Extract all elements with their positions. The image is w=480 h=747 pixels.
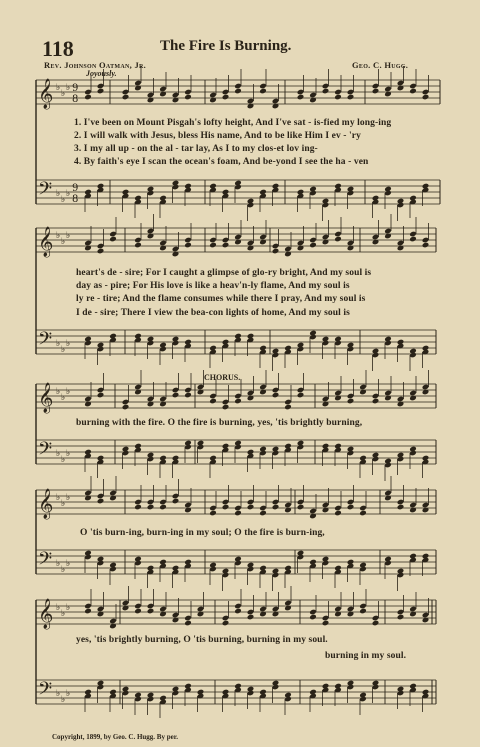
verse-line-2: ly re - tire; And the flame consumes while there I pray, And my soul is: [76, 294, 366, 304]
note-head: [422, 242, 430, 249]
flat-sign-icon: ♭: [66, 493, 71, 503]
flat-sign-icon: ♭: [56, 559, 61, 569]
note-head: [272, 392, 280, 399]
flat-sign-icon: ♭: [66, 689, 71, 699]
flat-sign-icon: ♭: [61, 89, 66, 99]
bass-clef-icon: 𝄢: [38, 439, 53, 464]
flat-sign-icon: ♭: [56, 339, 61, 349]
note-head: [147, 608, 155, 615]
note-head: [347, 504, 355, 511]
line-3-lyric: burning with the fire. O the fire is burning, yes, 'tis brightly burning,: [76, 418, 363, 428]
verse-line-1: 3. I my all up - on the al - tar lay, As I to my clos-et lov ing-: [74, 144, 318, 154]
note-head: [297, 94, 305, 101]
note-head: [97, 248, 105, 255]
chorus-label: CHORUS.: [204, 373, 241, 382]
note-head: [334, 94, 342, 101]
note-head: [122, 404, 130, 411]
note-head: [97, 392, 105, 399]
flat-sign-icon: ♭: [56, 689, 61, 699]
hymn-title: The Fire Is Burning.: [160, 38, 292, 54]
verse-line-2: heart's de - sire; For I caught a glimpse of glo-ry bright, And my soul is: [76, 268, 372, 278]
note-head: [84, 608, 92, 615]
note-head: [347, 398, 355, 405]
note-head: [209, 510, 217, 517]
verse-line-1: 4. By faith's eye I scan the ocean's foam, And be-yond I see the ha - ven: [74, 157, 369, 167]
verse-line-2: I de - sire; There I view the bea-con lights of home, And my soul is: [76, 308, 350, 318]
flat-sign-icon: ♭: [61, 695, 66, 705]
flat-sign-icon: ♭: [66, 83, 71, 93]
note-head: [272, 504, 280, 511]
verse-line-2: day as - pire; For His love is like a heav'n-ly flame, And my soul is: [76, 281, 350, 291]
time-signature: 8: [72, 94, 79, 105]
flat-sign-icon: ♭: [61, 565, 66, 575]
note-head: [97, 88, 105, 95]
note-head: [222, 94, 230, 101]
flat-sign-icon: ♭: [66, 449, 71, 459]
bass-clef-icon: 𝄢: [38, 679, 53, 704]
note-head: [134, 608, 142, 615]
verse-line-1: 1. I've been on Mount Pisgah's lofty height, And I've sat - is-fied my long-ing: [74, 118, 392, 128]
note-head: [122, 94, 130, 101]
flat-sign-icon: ♭: [61, 455, 66, 465]
note-head: [134, 504, 142, 511]
line-4-lyric: O 'tis burn-ing, burn-ing in my soul; O the fire is burn-ing,: [80, 528, 325, 538]
note-head: [147, 504, 155, 511]
note-head: [172, 392, 180, 399]
note-head: [372, 620, 380, 627]
note-head: [222, 504, 230, 511]
note-head: [409, 236, 417, 243]
time-signature: 9: [72, 183, 79, 194]
time-signature: 9: [72, 83, 79, 94]
note-head: [159, 504, 167, 511]
note-head: [209, 398, 217, 405]
note-head: [409, 88, 417, 95]
note-head: [209, 242, 217, 249]
note-head: [184, 94, 192, 101]
note-head: [272, 248, 280, 255]
note-head: [309, 614, 317, 621]
flat-sign-icon: ♭: [56, 603, 61, 613]
note-head: [109, 236, 117, 243]
flat-sign-icon: ♭: [56, 449, 61, 459]
note-head: [397, 614, 405, 621]
flat-sign-icon: ♭: [66, 559, 71, 569]
note-head: [422, 94, 430, 101]
time-signature: 8: [72, 194, 79, 205]
note-head: [184, 620, 192, 627]
flat-sign-icon: ♭: [66, 231, 71, 241]
bass-clef-icon: 𝄢: [38, 329, 53, 354]
flat-sign-icon: ♭: [61, 393, 66, 403]
note-head: [134, 242, 142, 249]
note-head: [372, 398, 380, 405]
note-head: [184, 242, 192, 249]
line-5-echo-lyric: burning in my soul.: [325, 651, 407, 661]
note-head: [172, 498, 180, 505]
note-head: [234, 88, 242, 95]
note-head: [259, 510, 267, 517]
note-head: [359, 510, 367, 517]
note-head: [322, 620, 330, 627]
note-head: [397, 504, 405, 511]
treble-clef-icon: 𝄞: [38, 599, 54, 629]
note-head: [259, 88, 267, 95]
treble-clef-icon: 𝄞: [38, 489, 54, 519]
copyright-notice: Copyright, 1899, by Geo. C. Hugg. By per.: [52, 733, 178, 741]
note-head: [222, 620, 230, 627]
treble-clef-icon: 𝄞: [38, 383, 54, 413]
note-head: [359, 608, 367, 615]
line-5-lyric: yes, 'tis brightly burning, O 'tis burning, burning in my soul.: [76, 635, 328, 645]
note-head: [284, 404, 292, 411]
flat-sign-icon: ♭: [56, 83, 61, 93]
flat-sign-icon: ♭: [56, 493, 61, 503]
note-head: [84, 94, 92, 101]
flat-sign-icon: ♭: [61, 237, 66, 247]
note-head: [234, 608, 242, 615]
flat-sign-icon: ♭: [66, 387, 71, 397]
flat-sign-icon: ♭: [61, 609, 66, 619]
flat-sign-icon: ♭: [56, 387, 61, 397]
treble-clef-icon: 𝄞: [38, 79, 54, 109]
note-head: [222, 404, 230, 411]
note-head: [184, 392, 192, 399]
note-head: [297, 504, 305, 511]
note-head: [372, 88, 380, 95]
flat-sign-icon: ♭: [61, 499, 66, 509]
note-head: [334, 510, 342, 517]
composer-credit: Geo. C. Hugg.: [352, 60, 409, 70]
note-head: [247, 504, 255, 511]
note-head: [234, 398, 242, 405]
tempo-marking: Joyously.: [86, 69, 117, 78]
note-head: [322, 88, 330, 95]
flat-sign-icon: ♭: [56, 231, 61, 241]
note-head: [222, 242, 230, 249]
flat-sign-icon: ♭: [66, 189, 71, 199]
note-head: [234, 510, 242, 517]
note-head: [347, 94, 355, 101]
note-head: [247, 614, 255, 621]
hymn-number: 118: [42, 36, 74, 61]
treble-clef-icon: 𝄞: [38, 227, 54, 257]
flat-sign-icon: ♭: [61, 195, 66, 205]
note-head: [334, 236, 342, 243]
note-head: [309, 242, 317, 249]
flat-sign-icon: ♭: [66, 339, 71, 349]
flat-sign-icon: ♭: [66, 603, 71, 613]
flat-sign-icon: ♭: [56, 189, 61, 199]
note-head: [97, 498, 105, 505]
bass-clef-icon: 𝄢: [38, 179, 53, 204]
note-head: [297, 392, 305, 399]
flat-sign-icon: ♭: [61, 345, 66, 355]
lyricist-credit: Rev. Johnson Oatman, Jr.: [44, 60, 147, 70]
verse-line-1: 2. I will walk with Jesus, bless His name, And to be like Him I ev - 'ry: [74, 131, 361, 141]
bass-clef-icon: 𝄢: [38, 549, 53, 574]
